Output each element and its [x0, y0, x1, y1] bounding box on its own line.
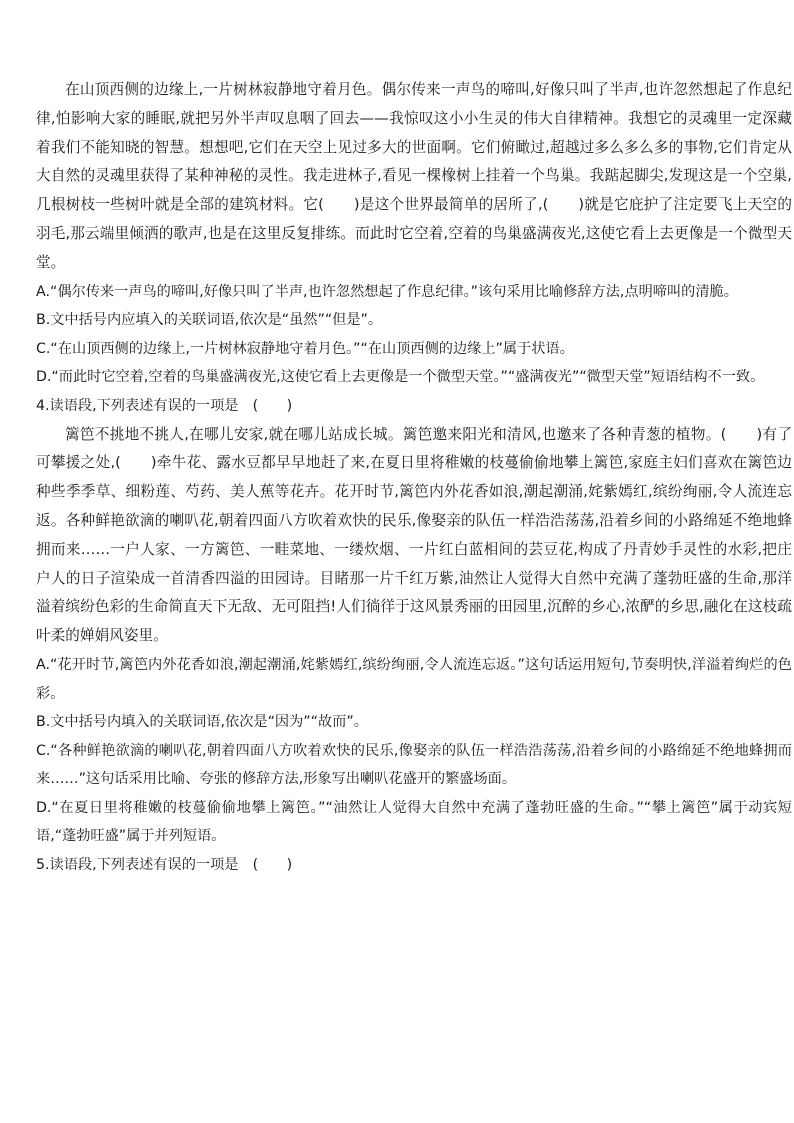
q4-passage: 篱笆不挑地不挑人,在哪儿安家,就在哪儿站成长城。篱笆邀来阳光和清风,也邀来了各种青葱的植物。( )有了可攀援之处,( )牵牛花、露水豆都早早地赶了来,在夏日里将稚嫩的枝蔓偷偷地攀上篱笆,家庭主妇们喜欢在篱笆边种些季季草、细粉莲、芍药、美人蕉等花卉。花开时节,篱笆内外花香如浪,潮起潮涌,姹紫嫣红,缤纷绚丽,令人流连忘返。各种鲜艳欲滴的喇叭花,朝着四面八方吹着欢快的民乐,像娶亲的队伍一样浩浩荡荡,沿着乡间的小路绵延不绝地蜂拥而来……一户人家、一方篱笆、一畦菜地、一缕炊烟、一片红白蓝相间的芸豆花,构成了丹青妙手灵性的水彩,把庄户人的日子渲染成一首清香四溢的田园诗。目睹那一片千红万紫,油然让人觉得大自然中充满了蓬勃旺盛的生命,那洋溢着缤纷色彩的生命简直天下无敌、无可阻挡!人们徜徉于这风景秀丽的田园里,沉醉的乡心,浓酽的乡思,融化在这枝疏叶柔的婵娟风姿里。 [36, 425, 792, 645]
q3-passage: 在山顶西侧的边缘上,一片树林寂静地守着月色。偶尔传来一声鸟的啼叫,好像只叫了半声,也许忽然想起了作息纪律,怕影响大家的睡眠,就把另外半声叹息咽了回去——我惊叹这小小生灵的伟大自律精神。我想它的灵魂里一定深藏着我们不能知晓的智慧。想想吧,它们在天空上见过多大的世面啊。它们俯瞰过,超越过多么多么多的事物,它们肯定从大自然的灵魂里获得了某种神秘的灵性。我走进林子,看见一棵橡树上挂着一个鸟巢。我踮起脚尖,发现这是一个空巢,几根树枝一些树叶就是全部的建筑材料。它( )是这个世界最简单的居所了,( )就是它庇护了注定要飞上天空的羽毛,那云端里倾洒的歌声,也是在这里反复排练。而此时它空着,空着的鸟巢盛满夜光,这使它看上去更像是一个微型天堂。 [36, 81, 792, 271]
q4-title: 4.读语段,下列表述有误的一项是 ( ) [36, 397, 293, 414]
q5-title: 5.读语段,下列表述有误的一项是 ( ) [36, 857, 293, 874]
q3-option-a: A.“偶尔传来一声鸟的啼叫,好像只叫了半声,也许忽然想起了作息纪律。”该句采用比喻修辞方法,点明啼叫的清脆。 [36, 283, 738, 300]
worksheet-page [36, 76, 792, 880]
q3-option-d: D.“而此时它空着,空着的鸟巢盛满夜光,这使它看上去更像是一个微型天堂。”“盛满夜光”“微型天堂”短语结构不一致。 [36, 369, 765, 386]
q4-option-c: C.“各种鲜艳欲滴的喇叭花,朝着四面八方吹着欢快的民乐,像娶亲的队伍一样浩浩荡荡,沿着乡间的小路绵延不绝地蜂拥而来……”这句话采用比喻、夸张的修辞方法,形象写出喇叭花盛开的繁盛场面。 [36, 742, 792, 788]
q3-option-c: C.“在山顶西侧的边缘上,一片树林寂静地守着月色。”“在山顶西侧的边缘上”属于状语。 [36, 340, 574, 357]
q4-option-a: A.“花开时节,篱笆内外花香如浪,潮起潮涌,姹紫嫣红,缤纷绚丽,令人流连忘返。”这句话运用短句,节奏明快,洋溢着绚烂的色彩。 [36, 656, 792, 702]
q3-option-b: B.文中括号内应填入的关联词语,依次是“虽然”“但是”。 [36, 312, 383, 329]
q4-option-b: B.文中括号内填入的关联词语,依次是“因为”“故而”。 [36, 714, 368, 731]
q4-option-d: D.“在夏日里将稚嫩的枝蔓偷偷地攀上篱笆。”“油然让人觉得大自然中充满了蓬勃旺盛的生命。”“攀上篱笆”属于动宾短语,“蓬勃旺盛”属于并列短语。 [36, 799, 792, 845]
